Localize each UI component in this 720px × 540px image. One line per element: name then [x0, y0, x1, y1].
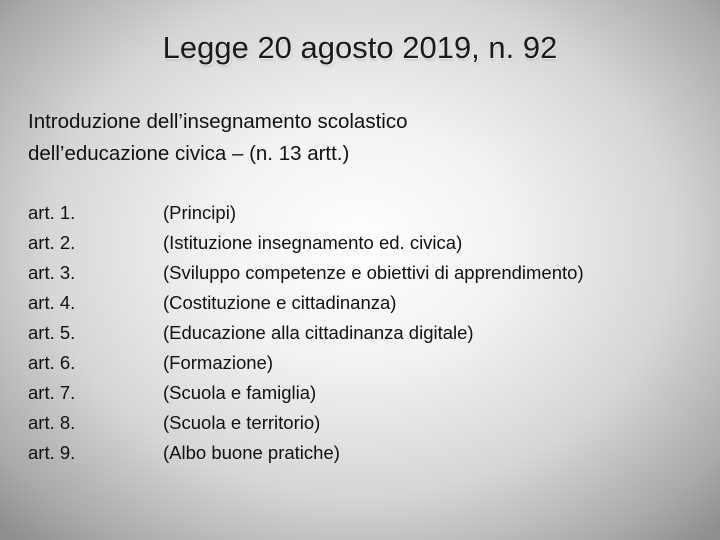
- article-title: (Istituzione insegnamento ed. civica): [163, 232, 463, 253]
- article-number: art. 5.: [28, 322, 76, 343]
- article-list: [28, 198, 698, 468]
- article-number: art. 6.: [28, 352, 76, 373]
- article-number: art. 4.: [28, 292, 76, 313]
- article-number: art. 3.: [28, 262, 76, 283]
- article-row: [28, 228, 698, 258]
- slide-subtitle: [28, 106, 688, 170]
- article-number: art. 7.: [28, 382, 76, 403]
- article-row: [28, 348, 698, 378]
- article-row: [28, 318, 698, 348]
- article-number: art. 1.: [28, 202, 76, 223]
- article-row: [28, 258, 698, 288]
- article-title: (Sviluppo competenze e obiettivi di apprendimento): [163, 262, 584, 283]
- article-number: art. 2.: [28, 232, 76, 253]
- article-title: (Formazione): [163, 352, 273, 373]
- article-title: (Costituzione e cittadinanza): [163, 292, 397, 313]
- article-row: [28, 438, 698, 468]
- subtitle-line-1: Introduzione dell’insegnamento scolastico: [28, 110, 408, 133]
- article-title: (Scuola e territorio): [163, 412, 321, 433]
- article-row: [28, 378, 698, 408]
- slide-title: Legge 20 agosto 2019, n. 92: [162, 30, 558, 65]
- article-row: [28, 198, 698, 228]
- article-row: [28, 288, 698, 318]
- article-title: (Albo buone pratiche): [163, 442, 340, 463]
- article-title: (Scuola e famiglia): [163, 382, 317, 403]
- article-number: art. 8.: [28, 412, 76, 433]
- article-row: [28, 408, 698, 438]
- article-number: art. 9.: [28, 442, 76, 463]
- article-title: (Principi): [163, 202, 236, 223]
- article-title: (Educazione alla cittadinanza digitale): [163, 322, 474, 343]
- subtitle-line-2: dell’educazione civica – (n. 13 artt.): [28, 142, 350, 165]
